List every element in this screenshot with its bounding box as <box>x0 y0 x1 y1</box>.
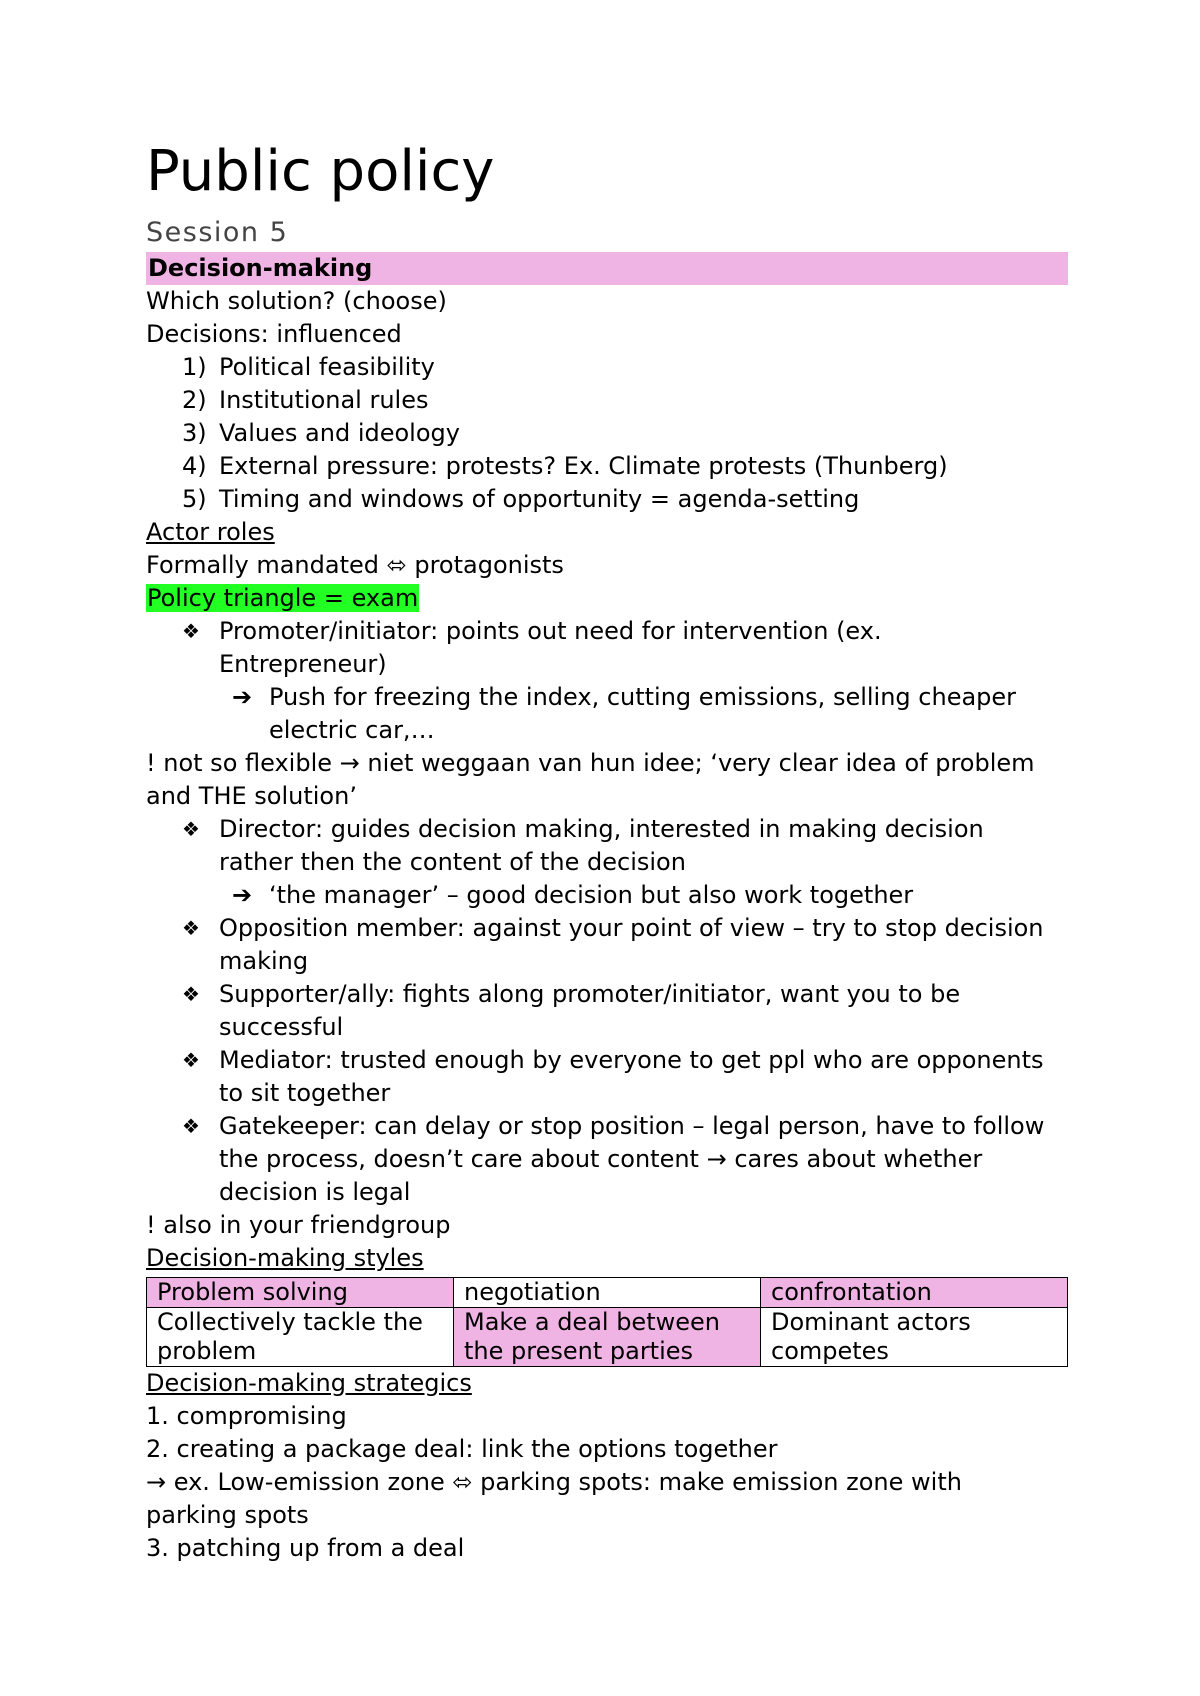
table-header-cell: negotiation <box>454 1278 761 1308</box>
bullet-continuation: making <box>219 947 309 975</box>
bullet-item-supporter: ❖ Supporter/ally: fights along promoter/initiator, want you to be <box>146 978 1068 1011</box>
bullet-continuation: successful <box>219 1013 344 1041</box>
list-number: 4) <box>182 452 207 480</box>
list-number: 3) <box>182 419 207 447</box>
arrow-item: ➔ ‘the manager’ – good decision but also work together <box>146 879 1068 912</box>
bullet-continuation: to sit together <box>219 1079 391 1107</box>
page-title: Public policy <box>146 139 495 204</box>
note-line: ! not so flexible → niet weggaan van hun idee; ‘very clear idea of problem <box>146 749 1035 777</box>
list-number: 5) <box>182 485 207 513</box>
diamond-bullet-icon: ❖ <box>182 982 200 1006</box>
table-header-row <box>147 1278 1068 1308</box>
arrow-right-icon: ➔ <box>232 683 253 711</box>
list-item <box>146 351 1068 384</box>
bullet-item-director: ❖ Director: guides decision making, interested in making decision <box>146 813 1068 846</box>
list-item <box>146 417 1068 450</box>
bullet-continuation: the process, doesn’t care about content → cares about whether <box>219 1145 983 1173</box>
strategy-line: → ex. Low-emission zone ⬄ parking spots: make emission zone with <box>146 1468 962 1496</box>
table-row <box>147 1308 1068 1367</box>
list-item-text: Values and ideology <box>219 419 460 447</box>
list-item <box>146 450 1068 483</box>
intro-line: Decisions: influenced <box>146 320 402 348</box>
list-item <box>146 483 1068 516</box>
table-cell: Collectively tackle the problem <box>147 1308 454 1367</box>
section-heading: Decision-making <box>146 252 1068 285</box>
strategy-line: 2. creating a package deal: link the options together <box>146 1435 778 1463</box>
table-header-cell: Problem solving <box>147 1278 454 1308</box>
note-line: ! also in your friendgroup <box>146 1211 451 1239</box>
bullet-continuation: Entrepreneur) <box>219 650 387 678</box>
bullet-continuation: decision is legal <box>219 1178 411 1206</box>
intro-line: Which solution? (choose) <box>146 287 447 315</box>
bullet-continuation: rather then the content of the decision <box>219 848 686 876</box>
arrow-item: ➔ Push for freezing the index, cutting emissions, selling cheaper <box>146 681 1068 714</box>
diamond-bullet-icon: ❖ <box>182 619 200 643</box>
table-cell: Dominant actors competes <box>761 1308 1068 1367</box>
strategy-line: parking spots <box>146 1501 309 1529</box>
diamond-bullet-icon: ❖ <box>182 916 200 940</box>
bullet-item-opposition: ❖ Opposition member: against your point of view – try to stop decision <box>146 912 1068 945</box>
diamond-bullet-icon: ❖ <box>182 1114 200 1138</box>
document-content <box>146 140 1068 1565</box>
bullet-item-gatekeeper: ❖ Gatekeeper: can delay or stop position – legal person, have to follow <box>146 1110 1068 1143</box>
formally-mandated-line: Formally mandated ⬄ protagonists <box>146 551 564 579</box>
diamond-bullet-icon: ❖ <box>182 817 200 841</box>
strategy-line: 3. patching up from a deal <box>146 1534 465 1562</box>
list-item-text: Political feasibility <box>219 353 435 381</box>
strategy-line: 1. compromising <box>146 1402 347 1430</box>
policy-triangle-highlight: Policy triangle = exam <box>147 584 419 612</box>
styles-heading: Decision-making styles <box>146 1244 424 1272</box>
session-subtitle: Session 5 <box>146 217 289 248</box>
actor-roles-heading: Actor roles <box>146 518 275 546</box>
table-cell: Make a deal between the present parties <box>454 1308 761 1367</box>
list-item-text: Institutional rules <box>219 386 429 414</box>
styles-table <box>146 1277 1068 1367</box>
list-number: 1) <box>182 353 207 381</box>
table-header-cell: confrontation <box>761 1278 1068 1308</box>
bullet-item-promoter: ❖ Promoter/initiator: points out need for intervention (ex. <box>146 615 1068 648</box>
strategies-heading: Decision-making strategics <box>146 1369 472 1397</box>
diamond-bullet-icon: ❖ <box>182 1048 200 1072</box>
bullet-item-mediator: ❖ Mediator: trusted enough by everyone to get ppl who are opponents <box>146 1044 1068 1077</box>
note-line: and THE solution’ <box>146 782 357 810</box>
list-item-text: External pressure: protests? Ex. Climate protests (Thunberg) <box>219 452 948 480</box>
arrow-right-icon: ➔ <box>232 881 253 909</box>
list-item-text: Timing and windows of opportunity = agenda-setting <box>219 485 860 513</box>
list-item <box>146 384 1068 417</box>
list-number: 2) <box>182 386 207 414</box>
arrow-continuation: electric car,… <box>269 716 435 744</box>
